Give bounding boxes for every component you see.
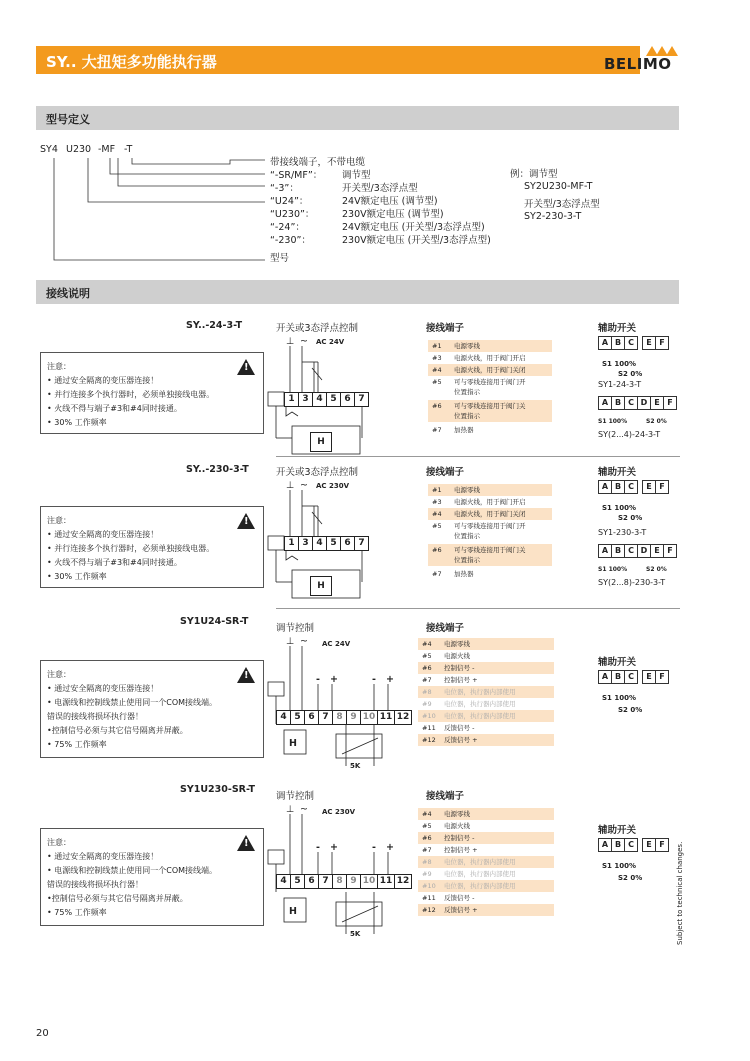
terminal-cell: 4 [312, 536, 327, 551]
note-line: • 火线不得与端子#3和#4同时接通。 [47, 558, 182, 567]
terminal-cell: 7 [354, 392, 369, 407]
aux-caption-2: SY(2...8)-230-3-T [598, 578, 666, 587]
note-line: • 通过安全隔离的变压器连接！ [47, 530, 159, 539]
terminal-strip [284, 392, 368, 407]
terminal-cell: 4 [312, 392, 327, 407]
resistor-label: 5K [350, 762, 361, 770]
terminal-row: #6 可与零线连接用于阀门关 [428, 400, 552, 412]
minus-symbol: - [316, 842, 320, 853]
section-title-wiring: 接线说明 [46, 287, 90, 300]
ac-symbol: ~ [300, 804, 308, 815]
warning-icon [237, 835, 255, 851]
legend-key-4: “U230”： [270, 209, 315, 220]
aux-s2: S2 0% [618, 706, 643, 714]
model-part-t: -T [124, 144, 133, 155]
belimo-logo: BELIMO [604, 55, 672, 73]
terminal-cell: 12 [394, 710, 412, 725]
aux-s2: S2 0% [618, 370, 643, 378]
aux-s2-b: S2 0% [646, 418, 667, 425]
minus-symbol: - [372, 674, 376, 685]
terminal-strip [284, 536, 368, 551]
note-line: • 并行连接多个执行器时，必须单独接线电器。 [47, 390, 215, 399]
block-control: 调节控制 [276, 791, 315, 802]
legend-key-2: “-3”： [270, 183, 299, 194]
plus-symbol: + [330, 674, 338, 685]
wiring-block-2 [0, 462, 750, 602]
terminal-cell: 6 [304, 874, 319, 889]
aux-switch-box: A B C E F [598, 670, 668, 684]
heater-box: H [310, 576, 332, 596]
supply-label: AC 24V [322, 640, 351, 648]
model-part-sy4: SY4 [40, 144, 58, 155]
terminal-row: #7 控制信号 + [422, 676, 478, 684]
legend-desc-5: 24V额定电压 (开关型/3态浮点型) [342, 222, 485, 233]
terminal-row: 位置指示 [428, 554, 552, 566]
aux-title: 辅助开关 [598, 657, 637, 668]
terminal-cell: 7 [354, 536, 369, 551]
example-2: 开关型/3态浮点型 [524, 199, 600, 210]
block-model: SY1U24-SR-T [180, 616, 249, 627]
wiring-block-3 [0, 614, 750, 784]
terminal-row: #4 电源火线，用于阀门关闭 [428, 364, 552, 376]
terminal-cell: 3 [298, 392, 313, 407]
terminal-row: 位置指示 [454, 532, 480, 540]
example-0: 例：调节型 [510, 169, 558, 180]
minus-symbol: - [316, 674, 320, 685]
note-line: • 通过安全隔离的变压器连接！ [47, 684, 159, 693]
example-3: SY2-230-3-T [524, 211, 582, 222]
terminal-row: #1 电源零线 [428, 484, 552, 496]
terminal-cell: 8 [332, 710, 347, 725]
terminal-cell: 8 [332, 874, 347, 889]
terminal-strip [276, 874, 411, 889]
note-box [40, 506, 264, 588]
terminal-row: #6 控制信号 - [418, 662, 554, 674]
note-line: •控制信号必须与其它信号隔离并屏蔽。 [47, 726, 188, 735]
legend-desc-4: 230V额定电压 (调节型) [342, 209, 444, 220]
terminal-cell: 1 [284, 392, 299, 407]
terminal-cell: 3 [298, 536, 313, 551]
aux-switch-box-2: A B C D E F [598, 544, 676, 558]
legend-desc-1: 调节型 [342, 170, 371, 181]
minus-symbol: - [372, 842, 376, 853]
aux-caption-1: SY1-230-3-T [598, 528, 647, 537]
aux-s1: S1 100% [602, 862, 636, 870]
terminal-list [428, 340, 552, 450]
legend-desc-0: 带接线端子，不带电缆 [270, 157, 366, 168]
legend-desc-3: 24V额定电压 (调节型) [342, 196, 438, 207]
model-part-u230: U230 [66, 144, 92, 155]
terminal-row: 位置指示 [454, 388, 480, 396]
terminal-row: #5 电源火线 [422, 822, 470, 830]
terminal-list [418, 638, 554, 750]
note-line: • 并行连接多个执行器时，必须单独接线电器。 [47, 544, 215, 553]
terminal-cell: 11 [377, 874, 395, 889]
ground-symbol: ⊥ [286, 336, 295, 347]
terminal-cell: 12 [394, 874, 412, 889]
terminal-cell: 9 [346, 874, 361, 889]
terminal-row: #5 可与零线连接用于阀门开 [432, 522, 526, 530]
terminal-cell: 5 [326, 536, 341, 551]
note-line: • 75% 工作频率 [47, 740, 107, 749]
terminal-row: #11 反馈信号 - [422, 724, 475, 732]
note-line: 注意： [47, 362, 71, 371]
model-code-lines [40, 156, 270, 266]
terminal-row: #12 反馈信号 + [418, 734, 554, 746]
note-line: • 电源线和控制线禁止使用同一个COM接线端。 [47, 866, 218, 875]
page-number: 20 [36, 1028, 49, 1039]
terminal-cell: 9 [346, 710, 361, 725]
supply-label: AC 230V [322, 808, 356, 816]
heater-box: H [310, 432, 332, 452]
note-line: 注意： [47, 838, 71, 847]
block-control: 调节控制 [276, 623, 315, 634]
section-bar-wiring [36, 280, 679, 304]
terminal-row: #6 控制信号 - [418, 832, 554, 844]
side-note: Subject to technical changes. [676, 841, 684, 945]
terminal-cell: 5 [290, 874, 305, 889]
terminal-row: #8 电位器，执行器内部使用 [418, 856, 554, 868]
terminals-title: 接线端子 [426, 323, 465, 334]
terminal-cell: 1 [284, 536, 299, 551]
aux-s1-b: S1 100% [598, 418, 628, 425]
aux-s1: S1 100% [602, 504, 636, 512]
legend-key-3: “U24”： [270, 196, 309, 207]
separator [276, 608, 680, 609]
legend-key-6: “-230”： [270, 235, 311, 246]
terminal-strip [276, 710, 411, 725]
terminal-cell: 6 [340, 392, 355, 407]
terminal-cell: 10 [360, 710, 378, 725]
ground-symbol: ⊥ [286, 804, 295, 815]
resistor-label: 5K [350, 930, 361, 938]
plus-symbol: + [386, 674, 394, 685]
aux-s1-b: S1 100% [598, 566, 628, 573]
terminal-cell: 4 [276, 710, 291, 725]
terminal-row: #10 电位器，执行器内部使用 [418, 710, 554, 722]
block-model: SY1U230-SR-T [180, 784, 256, 795]
example-1: SY2U230-MF-T [524, 181, 593, 192]
note-line: • 75% 工作频率 [47, 908, 107, 917]
note-line: 错误的接线将损坏执行器！ [47, 880, 143, 889]
terminal-row: #7 加热器 [432, 570, 474, 578]
aux-title: 辅助开关 [598, 467, 637, 478]
section-title-model: 型号定义 [46, 113, 90, 126]
h-label: H [289, 738, 297, 749]
terminals-title: 接线端子 [426, 467, 465, 478]
aux-switch-box: A B C E F [598, 336, 668, 350]
note-line: • 30% 工作频率 [47, 572, 107, 581]
terminal-list [428, 484, 552, 594]
block-control: 开关或3态浮点控制 [276, 467, 359, 478]
terminal-cell: 5 [290, 710, 305, 725]
aux-title: 辅助开关 [598, 323, 637, 334]
aux-switch-box: A B C E F [598, 480, 668, 494]
ac-symbol: ~ [300, 636, 308, 647]
terminal-row: #11 反馈信号 - [422, 894, 475, 902]
terminal-row: #10 电位器，执行器内部使用 [418, 880, 554, 892]
terminal-list [418, 808, 554, 920]
terminal-row: #8 电位器，执行器内部使用 [418, 686, 554, 698]
note-line: • 电源线和控制线禁止使用同一个COM接线端。 [47, 698, 218, 707]
note-line: • 30% 工作频率 [47, 418, 107, 427]
aux-caption-1: SY1-24-3-T [598, 380, 642, 389]
wiring-block-4 [0, 782, 750, 952]
terminal-row: #3 电源火线，用于阀门开启 [432, 498, 526, 506]
terminal-cell: 10 [360, 874, 378, 889]
terminals-title: 接线端子 [426, 791, 465, 802]
terminal-row: #9 电位器，执行器内部使用 [422, 700, 516, 708]
note-line: 错误的接线将损坏执行器！ [47, 712, 143, 721]
block-model: SY..-24-3-T [186, 320, 243, 331]
terminal-cell: 7 [318, 710, 333, 725]
warning-icon [237, 359, 255, 375]
terminal-row: 位置指示 [428, 410, 552, 422]
note-line: • 通过安全隔离的变压器连接！ [47, 376, 159, 385]
aux-s2-b: S2 0% [646, 566, 667, 573]
supply-label: AC 24V [316, 338, 345, 346]
legend-desc-2: 开关型/3态浮点型 [342, 183, 418, 194]
block-model: SY..-230-3-T [186, 464, 249, 475]
warning-icon [237, 667, 255, 683]
note-line: • 火线不得与端子#3和#4同时接通。 [47, 404, 182, 413]
terminal-row: #4 电源零线 [418, 638, 554, 650]
note-line: • 通过安全隔离的变压器连接！ [47, 852, 159, 861]
terminal-row: #7 控制信号 + [422, 846, 478, 854]
section-bar-model [36, 106, 679, 130]
aux-s2: S2 0% [618, 514, 643, 522]
plus-symbol: + [330, 842, 338, 853]
note-box [40, 660, 264, 758]
note-line: •控制信号必须与其它信号隔离并屏蔽。 [47, 894, 188, 903]
separator [276, 456, 680, 457]
supply-label: AC 230V [316, 482, 350, 490]
terminal-row: #4 电源零线 [418, 808, 554, 820]
note-line: 注意： [47, 516, 71, 525]
terminals-title: 接线端子 [426, 623, 465, 634]
wiring-diagram [262, 634, 412, 782]
aux-switch-box: A B C E F [598, 838, 668, 852]
note-box [40, 352, 264, 434]
legend-key-1: “-SR/MF”： [270, 170, 323, 181]
wiring-block-1 [0, 318, 750, 458]
terminal-row: #3 电源火线，用于阀门开启 [432, 354, 526, 362]
warning-icon [237, 513, 255, 529]
aux-caption-2: SY(2...4)-24-3-T [598, 430, 661, 439]
ground-symbol: ⊥ [286, 480, 295, 491]
aux-switch-box-2: A B C D E F [598, 396, 676, 410]
note-box [40, 828, 264, 926]
h-label: H [289, 906, 297, 917]
ground-symbol: ⊥ [286, 636, 295, 647]
legend-desc-6: 230V额定电压 (开关型/3态浮点型) [342, 235, 491, 246]
terminal-row: #5 电源火线 [422, 652, 470, 660]
aux-s1: S1 100% [602, 360, 636, 368]
ac-symbol: ~ [300, 336, 308, 347]
page-title: SY.. 大扭矩多功能执行器 [46, 53, 217, 71]
note-line: 注意： [47, 670, 71, 679]
terminal-cell: 5 [326, 392, 341, 407]
terminal-cell: 11 [377, 710, 395, 725]
terminal-cell: 7 [318, 874, 333, 889]
aux-title: 辅助开关 [598, 825, 637, 836]
aux-s2: S2 0% [618, 874, 643, 882]
terminal-cell: 6 [304, 710, 319, 725]
terminal-row: #12 反馈信号 + [418, 904, 554, 916]
aux-s1: S1 100% [602, 694, 636, 702]
block-control: 开关或3态浮点控制 [276, 323, 359, 334]
plus-symbol: + [386, 842, 394, 853]
terminal-row: #9 电位器，执行器内部使用 [422, 870, 516, 878]
terminal-row: #1 电源零线 [428, 340, 552, 352]
terminal-row: #7 加热器 [432, 426, 474, 434]
model-part-mf: -MF [98, 144, 116, 155]
terminal-row: #4 电源火线，用于阀门关闭 [428, 508, 552, 520]
legend-desc-7: 型号 [270, 253, 290, 264]
terminal-cell: 4 [276, 874, 291, 889]
terminal-row: #5 可与零线连接用于阀门开 [432, 378, 526, 386]
legend-key-5: “-24”： [270, 222, 305, 233]
ac-symbol: ~ [300, 480, 308, 491]
terminal-row: #6 可与零线连接用于阀门关 [428, 544, 552, 556]
terminal-cell: 6 [340, 536, 355, 551]
